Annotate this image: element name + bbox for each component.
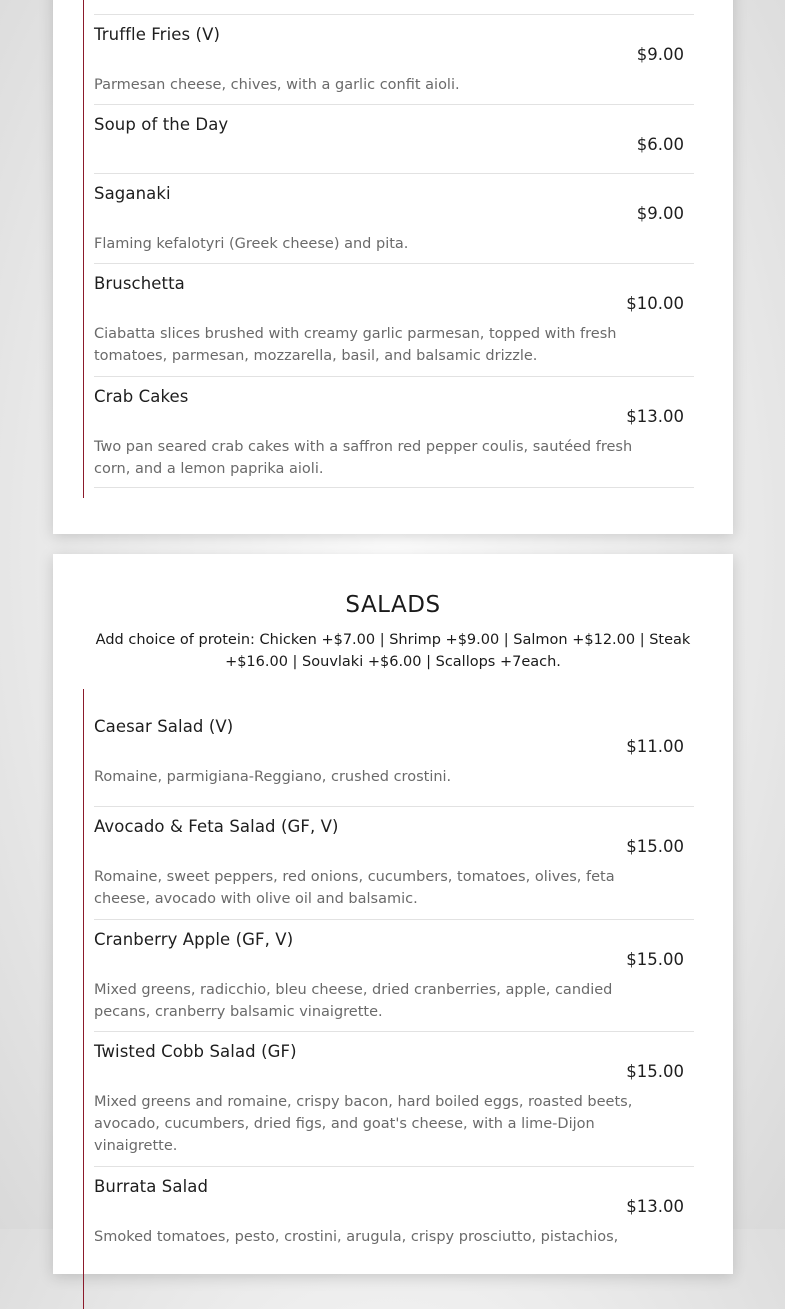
item-name: Burrata Salad — [94, 1177, 209, 1196]
item-name: Bruschetta — [94, 274, 185, 293]
item-description: Mixed greens and romaine, crispy bacon, hard boiled eggs, roasted beets, avocado, cucumbers, dried figs, and goat's cheese, with a lime-Dijon vinaigrette. — [94, 1094, 633, 1154]
menu-item — [94, 104, 694, 173]
appetizers-list — [83, 0, 694, 498]
item-price: $10.00 — [626, 294, 684, 313]
item-name: Soup of the Day — [94, 115, 229, 134]
section-title: SALADS — [345, 592, 441, 618]
item-price: $15.00 — [626, 837, 684, 856]
menu-item — [94, 173, 694, 263]
item-name: Crab Cakes — [94, 387, 189, 406]
item-name: Truffle Fries (V) — [94, 25, 221, 44]
item-price: $9.00 — [636, 45, 684, 64]
menu-item — [94, 707, 694, 806]
menu-item — [94, 919, 694, 1031]
item-name: Twisted Cobb Salad (GF) — [94, 1042, 297, 1061]
item-name: Avocado & Feta Salad (GF, V) — [94, 817, 339, 836]
item-description: Romaine, sweet peppers, red onions, cucumbers, tomatoes, olives, feta cheese, avocado with olive oil and balsamic. — [94, 869, 615, 907]
menu-item — [94, 1031, 694, 1166]
item-description: Ciabatta slices brushed with creamy garlic parmesan, topped with fresh tomatoes, parmesan, mozzarella, basil, and balsamic drizzle. — [94, 326, 617, 364]
item-description: Mixed greens, radicchio, bleu cheese, dried cranberries, apple, candied pecans, cranberry balsamic vinaigrette. — [94, 982, 613, 1020]
menu-item — [94, 376, 694, 488]
appetizers-card — [53, 0, 733, 534]
item-price: $13.00 — [626, 407, 684, 426]
item-price: $9.00 — [636, 204, 684, 223]
item-price: $11.00 — [626, 737, 684, 756]
item-description: Smoked tomatoes, pesto, crostini, arugula, crispy prosciutto, pistachios, — [94, 1229, 619, 1245]
item-price: $15.00 — [626, 1062, 684, 1081]
salads-list — [83, 689, 694, 1309]
item-description: Parmesan cheese, chives, with a garlic confit aioli. — [94, 77, 460, 93]
item-name: Caesar Salad (V) — [94, 717, 234, 736]
menu-item — [94, 1166, 694, 1296]
menu-item — [94, 806, 694, 919]
menu-item — [94, 14, 694, 104]
item-description: Two pan seared crab cakes with a saffron red pepper coulis, sautéed fresh corn, and a lemon paprika aioli. — [94, 439, 633, 477]
item-price: $13.00 — [626, 1197, 684, 1216]
item-description: Romaine, parmigiana-Reggiano, crushed crostini. — [94, 769, 452, 785]
item-name: Cranberry Apple (GF, V) — [94, 930, 294, 949]
item-description: Flaming kefalotyri (Greek cheese) and pita. — [94, 236, 409, 252]
menu-item — [94, 263, 694, 376]
salads-card — [53, 554, 733, 1274]
item-price: $15.00 — [626, 950, 684, 969]
item-name: Saganaki — [94, 184, 171, 203]
section-note: Add choice of protein: Chicken +$7.00 | Shrimp +$9.00 | Salmon +$12.00 | Steak +$16.00 | Souvlaki +$6.00 | Scallops +7each. — [95, 632, 691, 670]
item-price: $6.00 — [636, 135, 684, 154]
